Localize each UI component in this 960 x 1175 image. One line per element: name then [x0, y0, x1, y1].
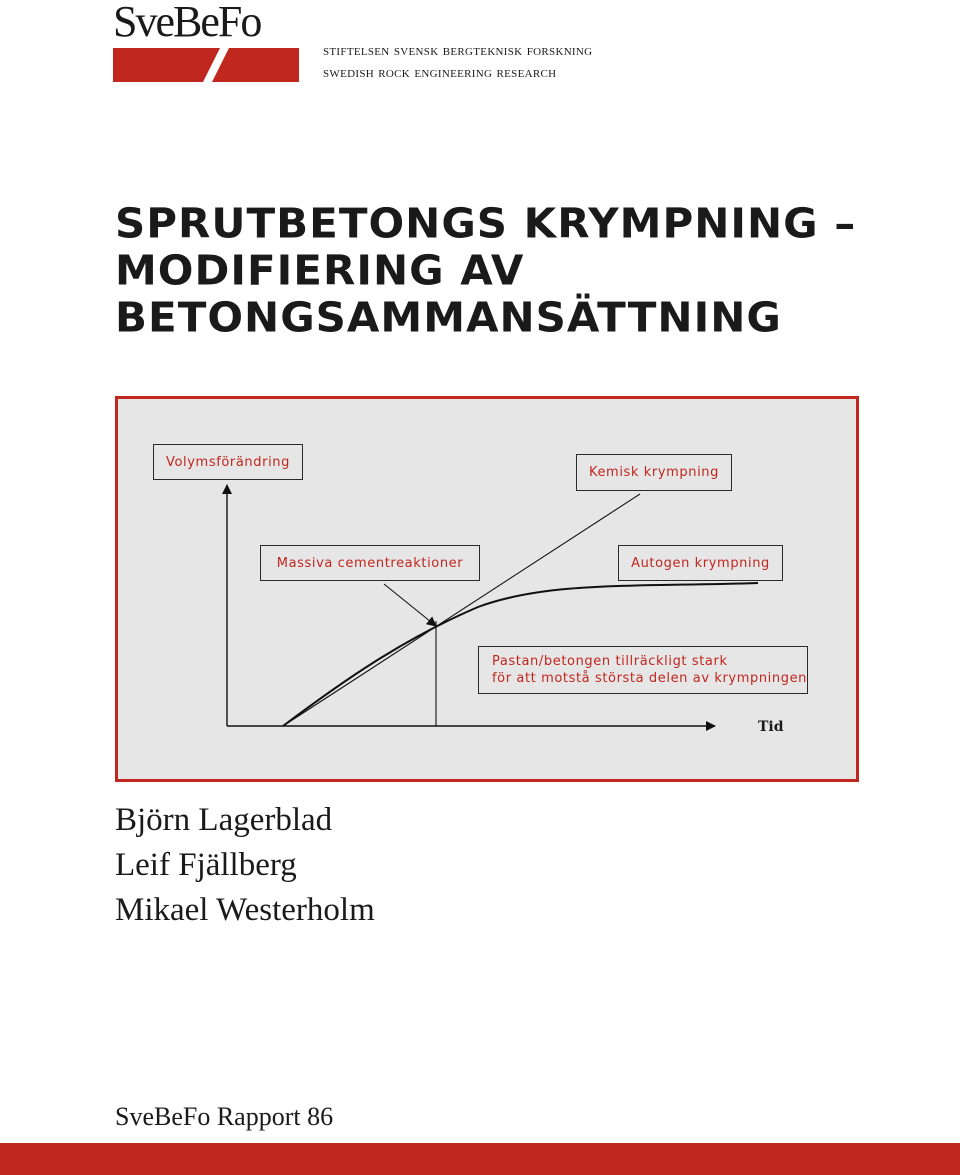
org-name-english	[323, 64, 556, 82]
report-number: SveBeFo Rapport 86	[115, 1102, 334, 1131]
title-line-2: MODIFIERING AV	[115, 246, 525, 295]
author-3: Mikael Westerholm	[115, 892, 375, 928]
logo-red-bar	[113, 48, 299, 82]
svebefo-logo	[113, 0, 299, 82]
shrinkage-diagram	[115, 396, 859, 782]
massive-reactions-label: Massiva cementreaktioner	[260, 545, 480, 581]
footer-red-bar	[0, 1143, 960, 1175]
author-1: Björn Lagerblad	[115, 802, 333, 838]
autogenous-shrinkage-label: Autogen krympning	[618, 545, 783, 581]
x-axis-label: Tid	[758, 719, 784, 735]
y-axis-label-box: Volymsförändring	[153, 444, 303, 480]
org-name-swedish	[323, 42, 592, 60]
massiva-pointer	[384, 584, 436, 626]
title-line-3: BETONGSAMMANSÄTTNING	[115, 293, 782, 342]
org-name-swedish-text: stiftelsen svensk bergteknisk forskning	[323, 42, 593, 59]
paste-strength-line-1: Pastan/betongen tillräckligt stark	[492, 654, 728, 669]
logo-wordmark: SveBeFo	[113, 0, 261, 46]
org-name-english-text: swedish rock engineering research	[323, 64, 557, 81]
paste-strength-label	[478, 646, 808, 694]
paste-strength-line-2: för att motstå största delen av krympningen	[492, 671, 808, 686]
title-line-1: SPRUTBETONGS KRYMPNING –	[115, 199, 857, 248]
author-2: Leif Fjällberg	[115, 847, 297, 883]
chemical-shrinkage-label: Kemisk krympning	[576, 454, 732, 491]
